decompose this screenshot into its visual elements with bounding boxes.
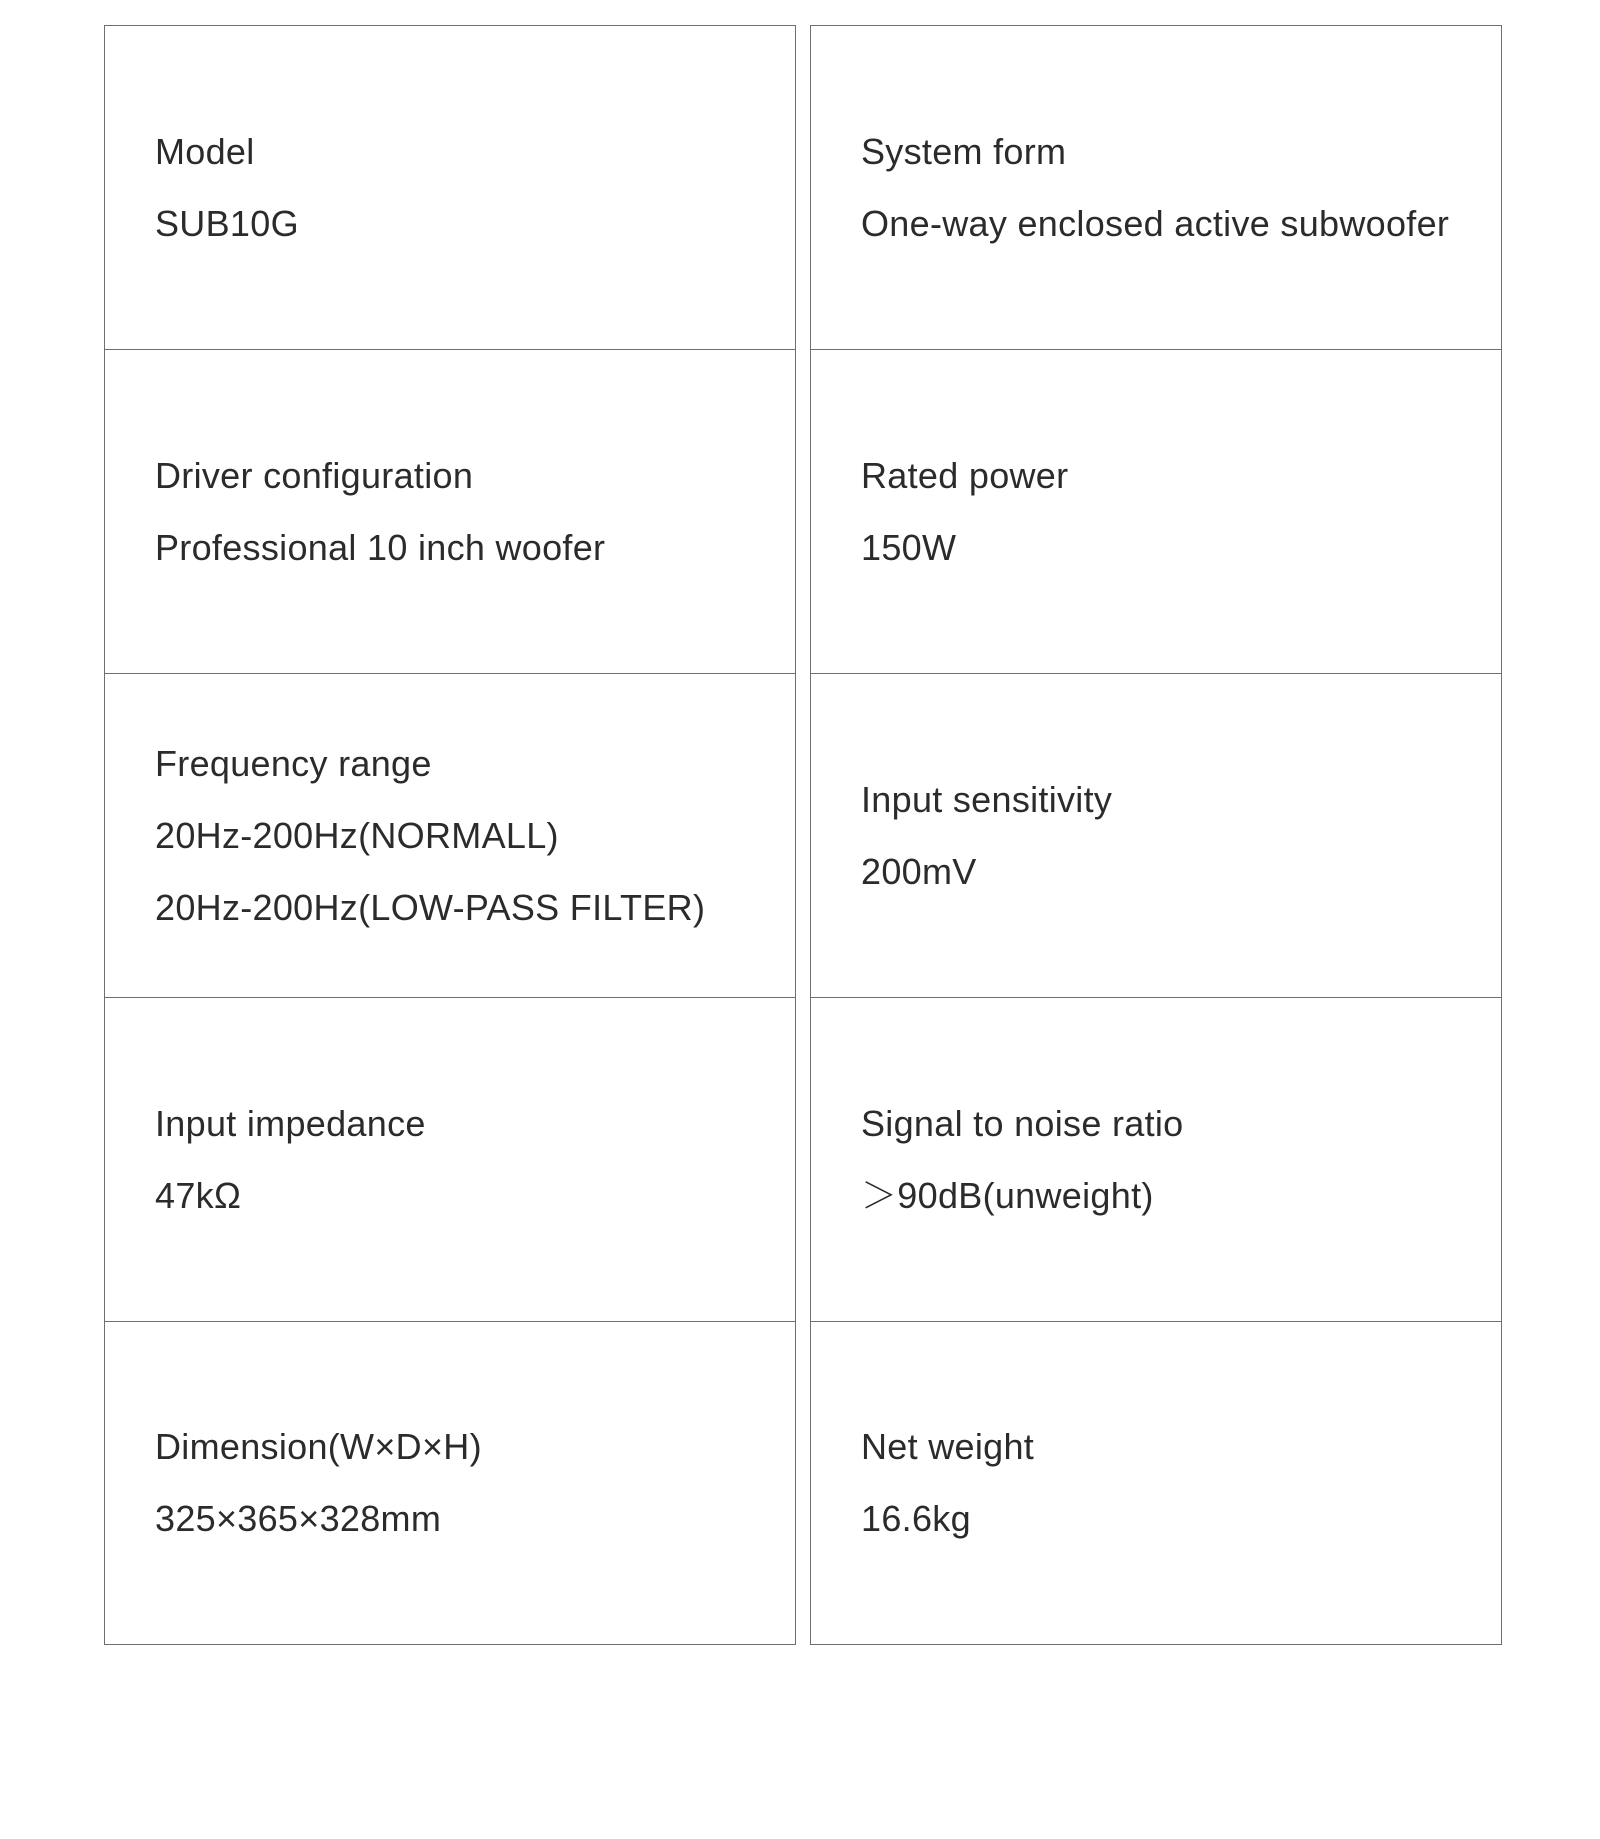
spec-label: Signal to noise ratio: [861, 1102, 1184, 1144]
spec-row: [104, 349, 1504, 673]
spec-table: [104, 25, 1504, 1645]
spec-value: Professional 10 inch woofer: [155, 526, 606, 568]
spec-label: Input sensitivity: [861, 778, 1113, 820]
spec-row: [104, 1321, 1504, 1645]
spec-label: Net weight: [861, 1426, 1035, 1467]
spec-cell-driver-configuration: [104, 349, 796, 673]
spec-cell-net-weight: [810, 1321, 1502, 1645]
spec-cell-signal-to-noise-ratio: [810, 997, 1502, 1321]
spec-value: 16.6kg: [861, 1498, 971, 1539]
spec-label: Input impedance: [155, 1102, 426, 1144]
spec-row: [104, 997, 1504, 1321]
spec-value: One-way enclosed active subwoofer: [861, 202, 1450, 244]
spec-label: System form: [861, 130, 1067, 172]
spec-cell-input-impedance: [104, 997, 796, 1321]
spec-cell-input-sensitivity: [810, 673, 1502, 997]
spec-value: 200mV: [861, 850, 977, 892]
spec-value: 20Hz-200Hz(NORMALL): [155, 814, 559, 856]
spec-cell-frequency-range: [104, 673, 796, 997]
spec-cell-model: [104, 25, 796, 349]
spec-value: ＞90dB(unweight): [861, 1174, 1154, 1216]
spec-label: Dimension(W×D×H): [155, 1426, 482, 1467]
spec-cell-rated-power: [810, 349, 1502, 673]
spec-label: Driver configuration: [155, 454, 474, 496]
spec-label: Rated power: [861, 454, 1069, 496]
spec-value: 150W: [861, 526, 957, 568]
spec-value: 47kΩ: [155, 1174, 242, 1216]
spec-row: [104, 25, 1504, 349]
spec-value: 20Hz-200Hz(LOW-PASS FILTER): [155, 886, 706, 928]
spec-cell-dimension: [104, 1321, 796, 1645]
spec-label: Frequency range: [155, 742, 432, 784]
spec-value: 325×365×328mm: [155, 1498, 442, 1539]
spec-value: SUB10G: [155, 202, 299, 244]
spec-label: Model: [155, 130, 255, 172]
spec-cell-system-form: [810, 25, 1502, 349]
spec-row: [104, 673, 1504, 997]
